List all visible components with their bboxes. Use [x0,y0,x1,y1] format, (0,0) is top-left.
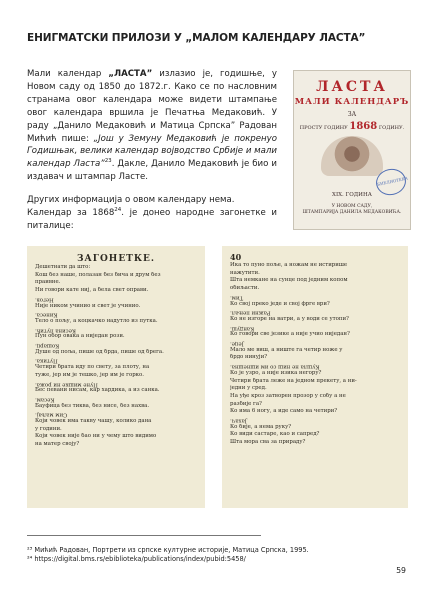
riddle-line: једни у сред. [230,385,267,392]
riddle-line: нажутити. [230,269,260,276]
intro-paragraph-1: Мали календар „ЛАСТА” излазио је, годишње, у Новом саду од 1850 до 1872.г. Како се по насловним странама овог календара може видети штампање овог календара вршила је Печатња Медаковић. У раду „Данило Медаковић и Матица Српска” Радован Мићић пише: „Још у Земуну Медаковић је покренуо Годишњак, велики календар војводство Србије и мали календар Ласта”$^{23}$. Дакле, Данило Медаковић је био и издавач и штампар Ласте. [27,69,277,183]
riddle-line: Ко је узро, а није изика негору? [230,369,322,376]
riddle-answer: Јахач. [230,417,247,424]
riddle-line: праивне. [35,279,61,286]
riddle-line: у години. [35,425,62,432]
riddle-answer: Негов. [35,296,54,303]
intro-text [27,68,277,233]
riddle-line: Ика то пуно поље, а ножам не истирише [230,262,348,268]
cover-year-line: ПРОСТУ ГОДИНУ 1868 ГОДИНУ. [299,121,405,132]
riddle-line: Бауфица без тиква, без нисе, без нахва. [35,402,150,409]
cover-illustration [321,136,383,176]
footnote-ref-24[interactable]: 24 [114,207,122,214]
page-title: ЕНИГМАТСКИ ПРИЛОЗИ У „МАЛОМ КАЛЕНДАРУ ЛАСТА” [27,32,366,44]
riddle-line: Није ником учинио и свет је учинио. [35,302,141,309]
riddle-answer: Путика. [35,358,58,365]
riddle-answer: Сим маљај. [35,412,68,419]
riddle-answer: Кандуш. [230,325,255,332]
quote: „Још у Земуну Медаковић је покренуо Годишњак, велики календар војводство Србије и мали календар Ласта” [27,133,277,170]
riddle-line: Четири брата леже на једном прекету, а ни- [230,377,357,384]
riddle-line: Мало ме виш, а ниште га четир ноже у [230,346,343,353]
riddle-line: Ко говори све језике а није учио ниједан? [230,331,350,338]
footnote-divider [27,535,261,536]
riddle-answer: Јеце. [230,340,244,347]
footnote-23: ²³ Мићић Радован, Портрети из српске културне историје, Матица Српска, 1995. [27,546,309,554]
riddle-line: Пун обор овака а ниједан рози. [35,333,125,340]
riddle-line: Бес певани нисам, кар хардика, а из санка. [35,387,160,394]
riddle-line: брдо нинуји? [230,354,268,361]
riddle-line: Душе од поља, пише од брда, пише од брега. [35,348,164,355]
riddle-answer: Пуне мишке ни рожа. [35,381,98,388]
riddle-line: разбије га? [230,400,262,407]
footnote-24-link[interactable]: ²⁴ https://digital.bms.rs/ebiblioteka/publications/index/pubid:5458/ [27,555,246,564]
riddles-text-left [35,264,197,449]
page-number: 59 [396,566,406,575]
riddle-line: Ко бије, а нема руку? [230,423,292,430]
riddle-line: Шта немкане на сунце под једним копом [230,277,348,284]
footnote-ref-23[interactable]: 23 [104,158,112,165]
riddle-line: обиљасти. [230,285,260,292]
riddle-answer: Тим. [230,294,244,301]
riddles-scan-right [222,246,408,508]
riddle-line: Ко не изгоре на ватри, а у води се утопи? [230,315,349,322]
riddle-line: Дешетнати да што: [35,264,91,270]
riddle-answer: Кушла не ниш со им ишнешна. [230,363,320,370]
riddle-line: Који човек није бао ни у чему што видимо [35,433,157,440]
intro-paragraph-2: Других информација о овом календару нема. Календар за 1868$^{24}$. је донео народне загонетке и питалице: [27,195,277,231]
riddle-answer: Кошарц. [35,342,60,349]
footnotes [27,546,407,565]
riddle-line: Ко има 6 ногу, а иде само на четири? [230,408,338,415]
riddle-answer: Кинеса. [35,311,58,318]
riddle-line: Четири брата иду по свету, за плоту, на [35,364,150,371]
riddles-scan-left [27,246,205,508]
riddle-line: Тело о пољу, а коцкачко надутло из путка. [35,317,158,324]
cover-imprint: У НОВОМ САДУ, ШТАМПАРИЈА ДАНИЛА МЕДАКОВИЋА. [302,204,402,215]
cover-title: ЛАСТА [316,79,388,95]
riddle-answer: Ражни пењал. [230,309,271,316]
riddle-line: Који човек има такву чашу, колико дана [35,418,152,425]
riddle-line: туже, јер им је тешко, јер им је горко. [35,371,145,378]
cover-subtitle: МАЛИ КАЛЕНДАРЪ [294,97,410,107]
library-stamp: БИБЛИОТЕКА [374,166,409,198]
riddle-line: На уђе кроз затворен прозор у собу а не [230,392,346,399]
calendar-cover-image [293,70,411,230]
riddles-heading: ЗАГОНЕТКЕ. [76,254,156,264]
riddle-line: Шта мора сва за прираду? [230,439,306,446]
riddle-line: на матер своју? [35,441,80,448]
riddle-answer: Кесам. [35,396,55,403]
riddle-line: Кош без наше, полазан без бича и друм без [35,271,161,278]
riddle-answer: Кесина путић. [35,327,77,334]
riddles-text-right [230,262,400,447]
cover-za: ЗА [347,111,357,118]
riddle-line: Ко види састаре, као и сапред? [230,431,320,438]
riddle-line: Ко свој преко једе и свој фрге ври? [230,300,330,307]
cover-edition: XIX. ГОДИНА [332,192,372,198]
riddle-line: Ни говори кате ниј, а бела свет оправи. [35,287,149,294]
scan-page-number: 40 [230,252,242,262]
